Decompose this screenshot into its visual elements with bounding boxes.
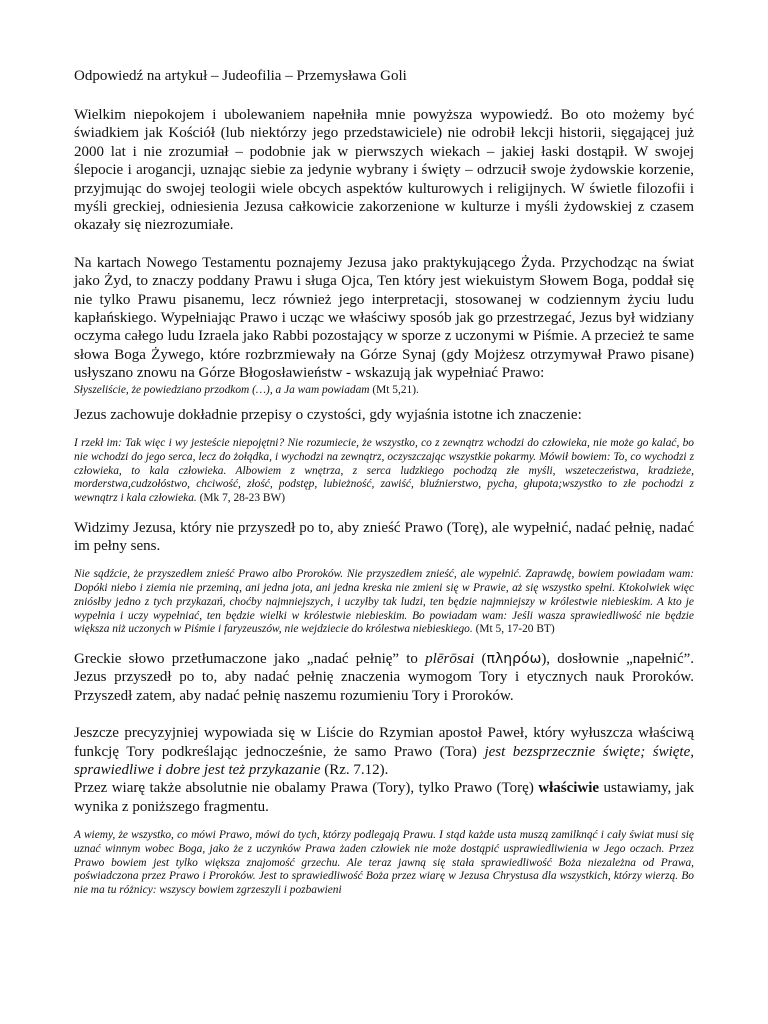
quote-text: Nie sądźcie, że przyszedłem znieść Prawo albo Proroków. Nie przyszedłem znieść, ale wypełnić. Zaprawdę, bowiem powiadam wam: Dopóki niebo i ziemia nie przeminą, ani jedna jota, ani jedna kreska nie zmieni się w Prawie, aż się wszystko spełni. Ktokolwiek więc zniósłby jedno z tych przykazań, choćby najmniejszych, i uczyłby tak ludzi, ten będzie najmniejszy w królestwie niebieskim. A kto je wypełnia i uczy wypełniać, ten będzie wielki w królestwie niebieskim. Bo powiadam wam: Jeśli wasza sprawiedliwość nie będzie większa niż uczonych w Piśmie i faryzeuszów, nie wejdziecie do królestwa niebieskiego. [74, 568, 694, 636]
paragraph-greek-word [74, 650, 694, 705]
paragraph-romans [74, 724, 694, 779]
text-run: (Rz. 7.12). [320, 761, 389, 778]
text-run: ( [474, 650, 487, 667]
document-title: Odpowiedź na artykuł – Judeofilia – Przemysława Goli [74, 68, 407, 84]
paragraph-intro: Wielkim niepokojem i ubolewaniem napełniła mnie powyższa wypowiedź. Bo oto możemy być świadkiem jak Kościół (lub niektórzy jego przedstawiciele) nie odrobił lekcji historii, sięgającej już 2000 lat i nie zrozumiał – podobnie jak w pierwszych wiekach – jakiej łaski dostąpił. W swojej ślepocie i arogancji, uznając siebie za jedynie wybrany i święty – odrzucił swoje żydowskie korzenie, przyjmując do swojej teologii wiele obcych aspektów kulturowych i religijnych. W świetle filozofii i myśli greckiej, odniesienia Jezusa całkowicie zakorzenione w kulturze i myśli żydowskiej z czasem okazały się niezrozumiałe. [74, 107, 694, 234]
emphasis: jest bezsprzecznie święte; święte, sprawiedliwe i dobre jest też przykazanie [74, 743, 695, 778]
quote-reference: (Mt 5, 17-20 BT) [472, 623, 555, 636]
quote-text: Słyszeliście, że powiedziano przodkom (…), a Ja wam powiadam [74, 383, 370, 396]
quote-mt-5-17 [74, 568, 694, 637]
bold-word: właściwie [538, 780, 600, 797]
text-run: Przez wiarę także absolutnie nie obalamy Prawa (Tory), tylko Prawo (Torę) [74, 780, 539, 797]
quote-mk-7 [74, 437, 694, 506]
text-run: Greckie słowo przetłumaczone jako „nadać pełnię” to [74, 650, 426, 667]
transliteration: plērōsai [425, 650, 475, 667]
quote-romans-3: A wiemy, że wszystko, co mówi Prawo, mówi do tych, którzy podlegają Prawu. I stąd każde usta muszą zamilknąć i cały świat musi się uznać winnym wobec Boga, jako że z uczynków Prawa żaden człowiek nie może dostąpić usprawiedliwienia w Jego oczach. Przez Prawo bowiem jest tylko większa znajomość grzechu. Ale teraz jawną się stała sprawiedliwość Boża niezależna od Prawa, poświadczona przez Prawo i Proroków. Jest to sprawiedliwość Boża przez wiarę w Jezusa Chrystusa dla wszystkich, którzy wierzą. Bo nie ma tu różnicy: wszyscy bowiem zgrzeszyli i pozbawieni [74, 829, 694, 896]
text-run: Jeszcze precyzyjniej wypowiada się w Liście do Rzymian apostoł Paweł, który wyłuszcza właściwą funkcję Tory podkreślając jednocześnie, że samo Prawo (Tora) [74, 725, 694, 760]
quote-mt-5-21 [74, 383, 694, 397]
quote-text: I rzekł im: Tak więc i wy jesteście niepojętni? Nie rozumiecie, że wszystko, co z zewnątrz wchodzi do człowieka, nie może go kalać, bo nie wchodzi do jego serca, lecz do żołądka, i wychodzi na zewnątrz, oczyszczając wszystkie pokarmy. Mówił bowiem: To, co wychodzi z człowieka, to kala człowieka. Albowiem z wnętrza, z serca ludzkiego pochodzą złe myśli, wszeteczeństwa, kradzieże, morderstwa,cudzołóstwo, chciwość, złość, podstęp, lubieżność, zawiść, bluźnierstwo, pycha, głupota;wszystko to złe pochodzi z wewnątrz i kala człowieka. [74, 437, 694, 504]
paragraph-faith [74, 779, 694, 816]
paragraph-purity: Jezus zachowuje dokładnie przepisy o czystości, gdy wyjaśnia istotne ich znaczenie: [74, 406, 582, 423]
quote-reference: (Mk 7, 28-23 BW) [196, 491, 286, 504]
text-run: ), dosłownie „napełnić”. Jezus przyszedł po to, aby nadać pełnię znaczenia wymogom Tory i etycznych nauk Proroków. Przyszedł zatem, aby nadać pełnię naszemu rozumieniu Tory i Proroków. [74, 650, 695, 704]
quote-reference: (Mt 5,21). [369, 383, 419, 396]
document-page [74, 67, 694, 898]
text-run: ustawiamy, jak wynika z poniższego fragmentu. [74, 780, 695, 815]
greek-word: πληρόω [486, 650, 542, 667]
paragraph-new-testament: Na kartach Nowego Testamentu poznajemy Jezusa jako praktykującego Żyda. Przychodząc na świat jako Żyd, to znaczy poddany Prawu i sługa Ojca, Ten który jest wiekuistym Słowem Boga, poddał się nie tylko Prawu pisanemu, lecz również jego interpretacji, stosowanej w codziennym życiu ludu kapłańskiego. Wypełniając Prawo i ucząc we właściwy sposób jak go przestrzegać, Jezus był widziany oczyma całego ludu Izraela jako Rabbi pozostający w sporze z uczonymi w Piśmie. A przecież te same słowa Boga Żywego, które rozbrzmiewały na Górze Synaj (gdy Mojżesz otrzymywał Prawo pisane) usłyszano znowu na Górze Błogosławieństw - wskazują jak wypełniać Prawo: [74, 254, 694, 382]
paragraph-fulfil: Widzimy Jezusa, który nie przyszedł po to, aby znieść Prawo (Torę), ale wypełnić, nadać pełnię, nadać im pełny sens. [74, 519, 694, 555]
